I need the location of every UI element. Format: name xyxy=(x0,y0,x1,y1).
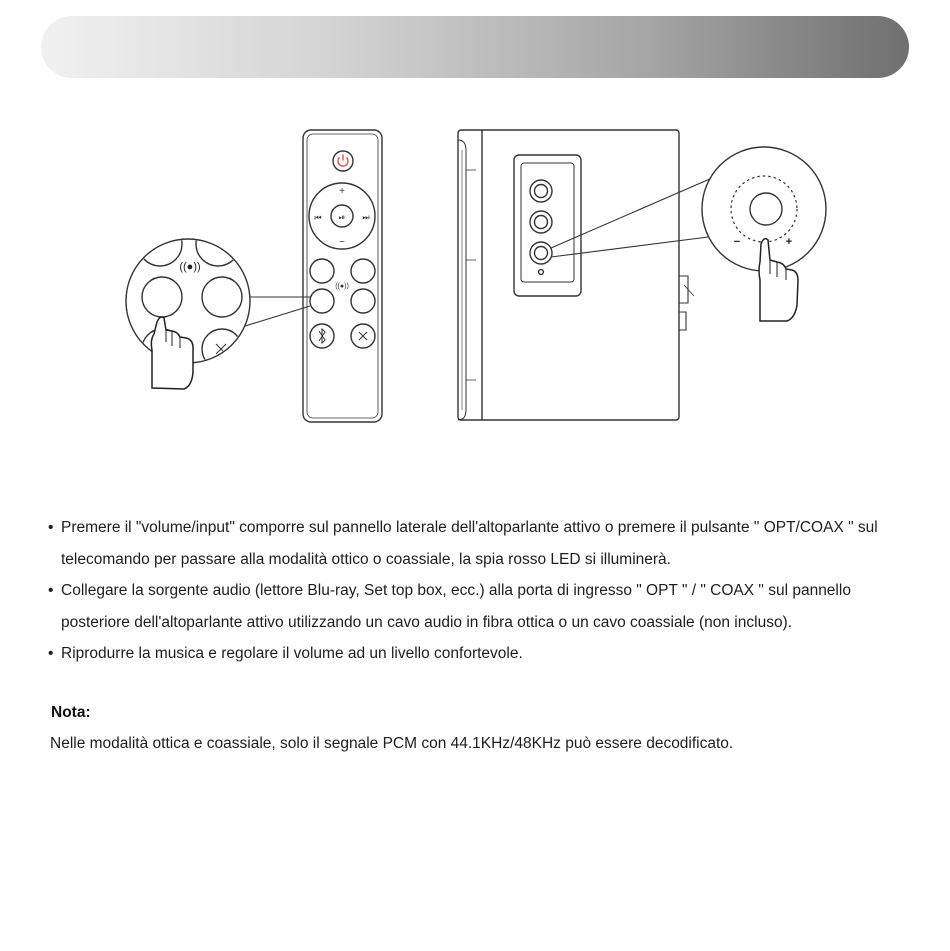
list-item: • Collegare la sorgente audio (lettore Blu-ray, Set top box, ecc.) alla porta di ingresso " OPT " / " COAX " sul pannello posteriore dell'altoparlante attivo utilizzando un cavo audio in fibra ottica o un cavo coassiale (non incluso). xyxy=(48,575,908,638)
next-icon: ⏭ xyxy=(362,213,370,222)
instruction-text: Premere il "volume/input" comporre sul pannello laterale dell'altoparlante attivo o premere il pulsante " OPT/COAX " sul telecomando per passare alla modalità ottico o coassiale, la spia rosso LED si illuminerà. xyxy=(61,519,878,568)
instruction-text: Collegare la sorgente audio (lettore Blu-ray, Set top box, ecc.) alla porta di ingresso " OPT " / " COAX " sul pannello posteriore dell'altoparlante attivo utilizzando un cavo audio in fibra ottica o un cavo coassiale (non incluso). xyxy=(61,582,851,631)
volume-knob-large xyxy=(750,193,782,225)
knob-minus-label: − xyxy=(733,236,741,248)
knob-plus-label: + xyxy=(785,236,793,248)
remote-control xyxy=(303,130,382,422)
note-title: Nota: xyxy=(51,704,91,721)
note-text: Nelle modalità ottica e coassiale, solo il segnale PCM con 44.1KHz/48KHz può essere decodificato. xyxy=(50,735,734,752)
vol-minus-label: − xyxy=(339,237,345,248)
speaker-side-view xyxy=(458,130,694,420)
instruction-list xyxy=(48,512,908,670)
list-item: • Premere il "volume/input" comporre sul pannello laterale dell'altoparlante attivo o premere il pulsante " OPT/COAX " sul telecomando per passare alla modalità ottico o coassiale, la spia rosso LED si illuminerà. xyxy=(48,512,908,575)
opt-coax-button-large xyxy=(142,277,182,317)
play-pause-icon: ⏯ xyxy=(338,213,346,222)
prev-icon: ⏮ xyxy=(314,213,322,222)
list-item: • Riprodurre la musica e regolare il volume ad un livello confortevole. xyxy=(48,638,908,670)
vol-plus-label: + xyxy=(339,186,345,197)
opt-coax-symbol-large: ((●)) xyxy=(179,261,201,273)
header-bar xyxy=(41,16,909,78)
opt-coax-symbol-small: ((●)) xyxy=(335,283,349,290)
instruction-text: Riprodurre la musica e regolare il volume ad un livello confortevole. xyxy=(61,645,523,662)
illustration xyxy=(0,110,950,430)
